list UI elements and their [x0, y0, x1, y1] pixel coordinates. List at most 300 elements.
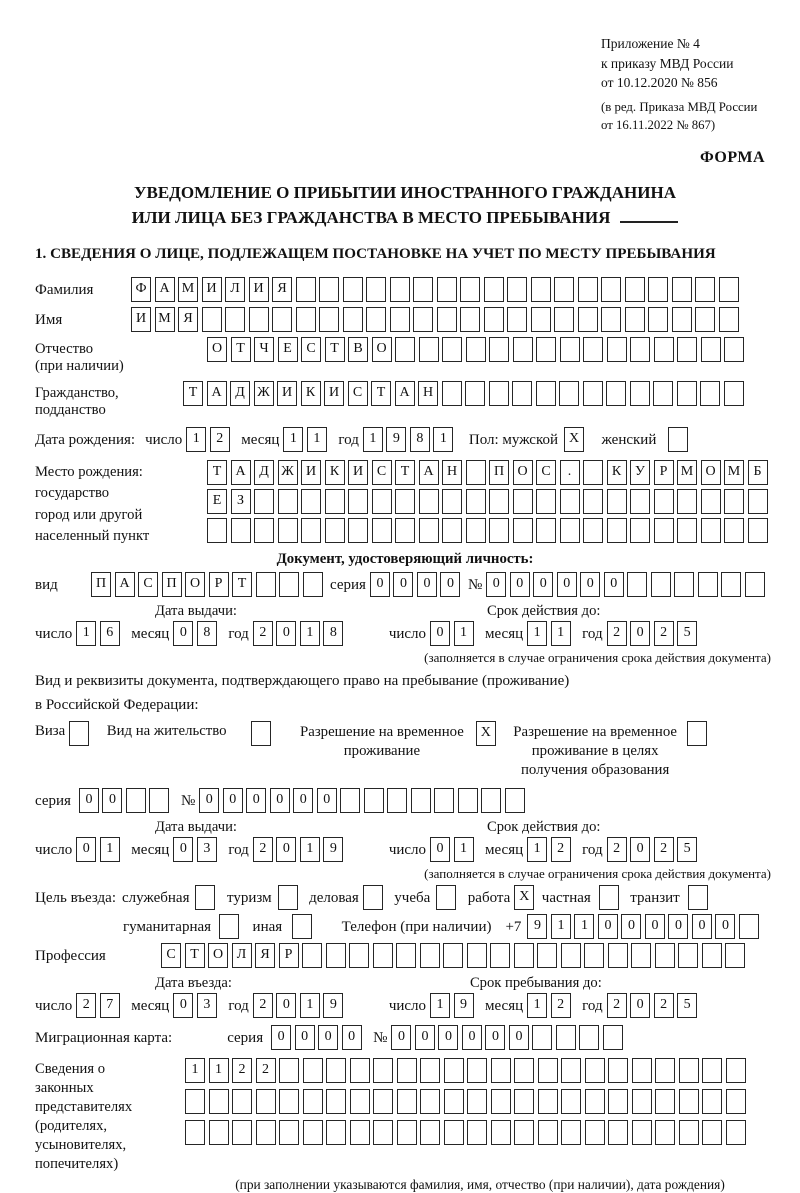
char-box[interactable]	[348, 489, 368, 514]
char-box[interactable]: Ж	[254, 381, 274, 406]
char-box[interactable]: М	[677, 460, 697, 485]
char-box[interactable]: 0	[533, 572, 553, 597]
birth-place-boxes-row3[interactable]	[207, 518, 771, 543]
char-box[interactable]	[630, 337, 650, 362]
char-box[interactable]	[531, 277, 551, 302]
char-box[interactable]: 9	[323, 837, 343, 862]
char-box[interactable]	[292, 914, 312, 939]
char-box[interactable]	[630, 489, 650, 514]
char-box[interactable]	[350, 1058, 370, 1083]
char-box[interactable]	[655, 1120, 675, 1145]
char-box[interactable]	[702, 1058, 722, 1083]
char-box[interactable]	[489, 489, 509, 514]
char-box[interactable]	[556, 1025, 576, 1050]
entry-year-boxes[interactable]	[253, 993, 347, 1018]
char-box[interactable]	[278, 489, 298, 514]
char-box[interactable]: Т	[231, 337, 251, 362]
char-box[interactable]	[343, 277, 363, 302]
char-box[interactable]: Р	[654, 460, 674, 485]
char-box[interactable]: 0	[293, 788, 313, 813]
char-box[interactable]	[490, 943, 510, 968]
char-box[interactable]	[466, 489, 486, 514]
char-box[interactable]	[349, 943, 369, 968]
char-box[interactable]: 1	[574, 914, 594, 939]
char-box[interactable]	[296, 277, 316, 302]
char-box[interactable]	[678, 943, 698, 968]
char-box[interactable]	[279, 572, 299, 597]
char-box[interactable]: Т	[371, 381, 391, 406]
char-box[interactable]	[607, 518, 627, 543]
char-box[interactable]	[366, 277, 386, 302]
char-box[interactable]	[319, 307, 339, 332]
char-box[interactable]	[434, 788, 454, 813]
char-box[interactable]: И	[301, 460, 321, 485]
char-box[interactable]: И	[131, 307, 151, 332]
char-box[interactable]: 0	[276, 993, 296, 1018]
name-boxes[interactable]	[131, 307, 742, 332]
char-box[interactable]	[601, 277, 621, 302]
char-box[interactable]	[726, 1058, 746, 1083]
char-box[interactable]: 0	[580, 572, 600, 597]
char-box[interactable]	[231, 518, 251, 543]
char-box[interactable]	[702, 1120, 722, 1145]
char-box[interactable]	[491, 1058, 511, 1083]
char-box[interactable]: З	[231, 489, 251, 514]
char-box[interactable]: Т	[325, 337, 345, 362]
char-box[interactable]	[467, 1120, 487, 1145]
char-box[interactable]	[444, 1120, 464, 1145]
char-box[interactable]: С	[372, 460, 392, 485]
char-box[interactable]: 2	[256, 1058, 276, 1083]
char-box[interactable]: 0	[438, 1025, 458, 1050]
edu-residence-permit-checkbox[interactable]	[687, 721, 711, 746]
char-box[interactable]: 2	[253, 837, 273, 862]
purpose-study-checkbox[interactable]	[436, 885, 460, 910]
char-box[interactable]: К	[301, 381, 321, 406]
char-box[interactable]	[373, 1058, 393, 1083]
char-box[interactable]: 1	[185, 1058, 205, 1083]
char-box[interactable]	[232, 1089, 252, 1114]
char-box[interactable]	[719, 307, 739, 332]
char-box[interactable]: 9	[454, 993, 474, 1018]
char-box[interactable]	[688, 885, 708, 910]
char-box[interactable]	[695, 307, 715, 332]
char-box[interactable]: Ж	[278, 460, 298, 485]
char-box[interactable]	[442, 337, 462, 362]
char-box[interactable]	[225, 307, 245, 332]
char-box[interactable]	[538, 1120, 558, 1145]
char-box[interactable]: 0	[645, 914, 665, 939]
char-box[interactable]: 9	[527, 914, 547, 939]
char-box[interactable]: Л	[232, 943, 252, 968]
char-box[interactable]: .	[560, 460, 580, 485]
purpose-other-checkbox[interactable]	[292, 914, 316, 939]
char-box[interactable]	[725, 943, 745, 968]
char-box[interactable]: 1	[527, 837, 547, 862]
char-box[interactable]: 0	[391, 1025, 411, 1050]
char-box[interactable]: А	[419, 460, 439, 485]
char-box[interactable]	[648, 277, 668, 302]
stay-month-boxes[interactable]	[527, 993, 574, 1018]
char-box[interactable]: 0	[79, 788, 99, 813]
char-box[interactable]	[484, 277, 504, 302]
char-box[interactable]	[209, 1120, 229, 1145]
char-box[interactable]: О	[372, 337, 392, 362]
char-box[interactable]: Л	[225, 277, 245, 302]
char-box[interactable]	[437, 307, 457, 332]
char-box[interactable]	[579, 1025, 599, 1050]
char-box[interactable]: 1	[430, 993, 450, 1018]
purpose-business-checkbox[interactable]	[363, 885, 387, 910]
birth-year-boxes[interactable]	[363, 427, 457, 452]
char-box[interactable]: X	[476, 721, 496, 746]
char-box[interactable]: К	[607, 460, 627, 485]
char-box[interactable]: А	[207, 381, 227, 406]
char-box[interactable]: Д	[230, 381, 250, 406]
char-box[interactable]	[584, 943, 604, 968]
char-box[interactable]	[373, 1120, 393, 1145]
char-box[interactable]	[467, 1089, 487, 1114]
char-box[interactable]	[460, 307, 480, 332]
char-box[interactable]	[326, 1058, 346, 1083]
entry-day-boxes[interactable]	[76, 993, 123, 1018]
char-box[interactable]: 0	[199, 788, 219, 813]
migration-series-boxes[interactable]	[271, 1025, 365, 1050]
residence-number-boxes[interactable]	[199, 788, 528, 813]
char-box[interactable]	[679, 1058, 699, 1083]
char-box[interactable]: 1	[300, 993, 320, 1018]
char-box[interactable]	[443, 943, 463, 968]
char-box[interactable]: 1	[551, 914, 571, 939]
char-box[interactable]	[514, 1089, 534, 1114]
char-box[interactable]	[350, 1089, 370, 1114]
char-box[interactable]	[366, 307, 386, 332]
identity-expiry-day-boxes[interactable]	[430, 621, 477, 646]
char-box[interactable]	[726, 1120, 746, 1145]
purpose-transit-checkbox[interactable]	[688, 885, 712, 910]
char-box[interactable]	[538, 1058, 558, 1083]
char-box[interactable]: 8	[197, 621, 217, 646]
char-box[interactable]: 2	[551, 837, 571, 862]
purpose-humanitarian-checkbox[interactable]	[219, 914, 243, 939]
char-box[interactable]: Т	[207, 460, 227, 485]
char-box[interactable]	[249, 307, 269, 332]
char-box[interactable]: 0	[510, 572, 530, 597]
char-box[interactable]	[465, 381, 485, 406]
char-box[interactable]	[126, 788, 146, 813]
char-box[interactable]	[343, 307, 363, 332]
char-box[interactable]	[396, 943, 416, 968]
char-box[interactable]: 0	[342, 1025, 362, 1050]
char-box[interactable]: 1	[186, 427, 206, 452]
char-box[interactable]: С	[161, 943, 181, 968]
visa-checkbox[interactable]	[69, 721, 93, 746]
char-box[interactable]	[513, 337, 533, 362]
char-box[interactable]	[698, 572, 718, 597]
char-box[interactable]: 1	[454, 621, 474, 646]
char-box[interactable]: Т	[395, 460, 415, 485]
char-box[interactable]	[561, 1089, 581, 1114]
char-box[interactable]	[677, 381, 697, 406]
char-box[interactable]	[560, 489, 580, 514]
char-box[interactable]: 5	[677, 993, 697, 1018]
char-box[interactable]: М	[724, 460, 744, 485]
char-box[interactable]	[390, 277, 410, 302]
char-box[interactable]: 0	[317, 788, 337, 813]
char-box[interactable]	[561, 943, 581, 968]
char-box[interactable]	[325, 518, 345, 543]
char-box[interactable]: Ч	[254, 337, 274, 362]
identity-number-boxes[interactable]	[486, 572, 768, 597]
char-box[interactable]: Е	[207, 489, 227, 514]
residence-issue-month-boxes[interactable]	[173, 837, 220, 862]
char-box[interactable]	[373, 943, 393, 968]
char-box[interactable]	[436, 885, 456, 910]
char-box[interactable]	[607, 489, 627, 514]
char-box[interactable]	[303, 1089, 323, 1114]
identity-expiry-year-boxes[interactable]	[607, 621, 701, 646]
char-box[interactable]	[251, 721, 271, 746]
char-box[interactable]	[531, 307, 551, 332]
char-box[interactable]: П	[162, 572, 182, 597]
char-box[interactable]: П	[91, 572, 111, 597]
residence-series-boxes[interactable]	[79, 788, 173, 813]
char-box[interactable]	[301, 489, 321, 514]
legal-reps-boxes-row1[interactable]	[185, 1058, 749, 1083]
char-box[interactable]	[583, 337, 603, 362]
char-box[interactable]: 0	[462, 1025, 482, 1050]
char-box[interactable]: 0	[630, 837, 650, 862]
char-box[interactable]: С	[536, 460, 556, 485]
char-box[interactable]: О	[701, 460, 721, 485]
char-box[interactable]	[536, 489, 556, 514]
char-box[interactable]: 0	[370, 572, 390, 597]
char-box[interactable]	[677, 518, 697, 543]
patronymic-boxes[interactable]	[207, 337, 748, 362]
char-box[interactable]: 1	[76, 621, 96, 646]
residence-issue-day-boxes[interactable]	[76, 837, 123, 862]
char-box[interactable]: Н	[418, 381, 438, 406]
char-box[interactable]	[583, 460, 603, 485]
birth-place-boxes-row2[interactable]	[207, 489, 771, 514]
char-box[interactable]	[397, 1120, 417, 1145]
char-box[interactable]	[254, 518, 274, 543]
char-box[interactable]: 2	[76, 993, 96, 1018]
char-box[interactable]	[420, 1089, 440, 1114]
char-box[interactable]: М	[155, 307, 175, 332]
char-box[interactable]	[348, 518, 368, 543]
residence-expiry-year-boxes[interactable]	[607, 837, 701, 862]
legal-reps-boxes-row2[interactable]	[185, 1089, 749, 1114]
char-box[interactable]	[326, 943, 346, 968]
char-box[interactable]	[340, 788, 360, 813]
char-box[interactable]	[484, 307, 504, 332]
migration-number-boxes[interactable]	[391, 1025, 626, 1050]
char-box[interactable]	[444, 1058, 464, 1083]
char-box[interactable]	[219, 914, 239, 939]
char-box[interactable]: М	[178, 277, 198, 302]
phone-boxes[interactable]	[527, 914, 762, 939]
char-box[interactable]	[419, 489, 439, 514]
char-box[interactable]	[654, 518, 674, 543]
char-box[interactable]: 0	[173, 993, 193, 1018]
char-box[interactable]: 0	[630, 993, 650, 1018]
char-box[interactable]: О	[513, 460, 533, 485]
char-box[interactable]	[724, 337, 744, 362]
char-box[interactable]	[701, 337, 721, 362]
char-box[interactable]	[536, 337, 556, 362]
char-box[interactable]	[677, 489, 697, 514]
char-box[interactable]: 2	[654, 621, 674, 646]
char-box[interactable]	[195, 885, 215, 910]
char-box[interactable]	[442, 518, 462, 543]
birth-day-boxes[interactable]	[186, 427, 233, 452]
char-box[interactable]	[560, 518, 580, 543]
char-box[interactable]: Я	[255, 943, 275, 968]
char-box[interactable]: 2	[654, 837, 674, 862]
char-box[interactable]	[724, 489, 744, 514]
char-box[interactable]: 1	[527, 621, 547, 646]
char-box[interactable]: 0	[430, 837, 450, 862]
citizenship-boxes[interactable]	[183, 381, 747, 406]
char-box[interactable]: X	[514, 885, 534, 910]
char-box[interactable]: 9	[386, 427, 406, 452]
char-box[interactable]	[444, 1089, 464, 1114]
char-box[interactable]	[701, 489, 721, 514]
char-box[interactable]: 0	[668, 914, 688, 939]
char-box[interactable]	[491, 1089, 511, 1114]
char-box[interactable]	[674, 572, 694, 597]
char-box[interactable]: 0	[417, 572, 437, 597]
char-box[interactable]: И	[348, 460, 368, 485]
char-box[interactable]	[207, 518, 227, 543]
char-box[interactable]	[687, 721, 707, 746]
char-box[interactable]: 5	[677, 837, 697, 862]
char-box[interactable]: 1	[551, 621, 571, 646]
residence-issue-year-boxes[interactable]	[253, 837, 347, 862]
char-box[interactable]	[739, 914, 759, 939]
char-box[interactable]	[561, 1058, 581, 1083]
char-box[interactable]: 7	[100, 993, 120, 1018]
char-box[interactable]	[514, 1058, 534, 1083]
char-box[interactable]: 0	[598, 914, 618, 939]
char-box[interactable]	[724, 518, 744, 543]
char-box[interactable]	[303, 572, 323, 597]
char-box[interactable]	[458, 788, 478, 813]
char-box[interactable]: 0	[318, 1025, 338, 1050]
char-box[interactable]	[632, 1120, 652, 1145]
char-box[interactable]: 0	[509, 1025, 529, 1050]
char-box[interactable]: 1	[363, 427, 383, 452]
char-box[interactable]	[561, 1120, 581, 1145]
char-box[interactable]	[603, 1025, 623, 1050]
char-box[interactable]: 2	[253, 621, 273, 646]
legal-reps-boxes-row3[interactable]	[185, 1120, 749, 1145]
char-box[interactable]: 1	[300, 837, 320, 862]
char-box[interactable]: О	[208, 943, 228, 968]
char-box[interactable]: 1	[300, 621, 320, 646]
char-box[interactable]: К	[325, 460, 345, 485]
char-box[interactable]	[726, 1089, 746, 1114]
char-box[interactable]: 3	[197, 993, 217, 1018]
char-box[interactable]	[560, 337, 580, 362]
char-box[interactable]: И	[202, 277, 222, 302]
char-box[interactable]	[653, 381, 673, 406]
char-box[interactable]	[651, 572, 671, 597]
char-box[interactable]	[654, 489, 674, 514]
char-box[interactable]	[583, 518, 603, 543]
char-box[interactable]	[279, 1058, 299, 1083]
char-box[interactable]	[325, 489, 345, 514]
char-box[interactable]	[748, 489, 768, 514]
char-box[interactable]	[606, 381, 626, 406]
char-box[interactable]: Н	[442, 460, 462, 485]
char-box[interactable]	[467, 1058, 487, 1083]
char-box[interactable]: 0	[630, 621, 650, 646]
char-box[interactable]	[303, 1120, 323, 1145]
char-box[interactable]	[668, 427, 688, 452]
char-box[interactable]: О	[207, 337, 227, 362]
char-box[interactable]: 8	[323, 621, 343, 646]
char-box[interactable]: 2	[210, 427, 230, 452]
char-box[interactable]: У	[630, 460, 650, 485]
char-box[interactable]	[585, 1089, 605, 1114]
char-box[interactable]	[397, 1058, 417, 1083]
char-box[interactable]: 0	[430, 621, 450, 646]
identity-type-boxes[interactable]	[91, 572, 326, 597]
char-box[interactable]: А	[231, 460, 251, 485]
char-box[interactable]	[363, 885, 383, 910]
char-box[interactable]: А	[115, 572, 135, 597]
temp-residence-permit-checkbox[interactable]	[476, 721, 500, 746]
char-box[interactable]: 0	[271, 1025, 291, 1050]
char-box[interactable]: 0	[692, 914, 712, 939]
char-box[interactable]	[585, 1058, 605, 1083]
purpose-official-checkbox[interactable]	[195, 885, 219, 910]
char-box[interactable]	[185, 1120, 205, 1145]
char-box[interactable]: А	[155, 277, 175, 302]
char-box[interactable]	[296, 307, 316, 332]
char-box[interactable]	[489, 337, 509, 362]
char-box[interactable]	[350, 1120, 370, 1145]
char-box[interactable]	[607, 337, 627, 362]
char-box[interactable]: И	[277, 381, 297, 406]
char-box[interactable]: 1	[100, 837, 120, 862]
char-box[interactable]: О	[185, 572, 205, 597]
char-box[interactable]	[254, 489, 274, 514]
stay-year-boxes[interactable]	[607, 993, 701, 1018]
char-box[interactable]: 0	[715, 914, 735, 939]
char-box[interactable]	[538, 1089, 558, 1114]
char-box[interactable]	[630, 381, 650, 406]
char-box[interactable]	[608, 1120, 628, 1145]
entry-month-boxes[interactable]	[173, 993, 220, 1018]
char-box[interactable]: 0	[102, 788, 122, 813]
char-box[interactable]	[608, 1058, 628, 1083]
char-box[interactable]	[608, 1089, 628, 1114]
char-box[interactable]	[627, 572, 647, 597]
char-box[interactable]	[677, 337, 697, 362]
char-box[interactable]: 1	[209, 1058, 229, 1083]
char-box[interactable]	[397, 1089, 417, 1114]
char-box[interactable]	[489, 518, 509, 543]
char-box[interactable]	[232, 1120, 252, 1145]
char-box[interactable]	[655, 1089, 675, 1114]
char-box[interactable]	[554, 277, 574, 302]
char-box[interactable]	[279, 1120, 299, 1145]
purpose-tourism-checkbox[interactable]	[278, 885, 302, 910]
char-box[interactable]	[672, 277, 692, 302]
